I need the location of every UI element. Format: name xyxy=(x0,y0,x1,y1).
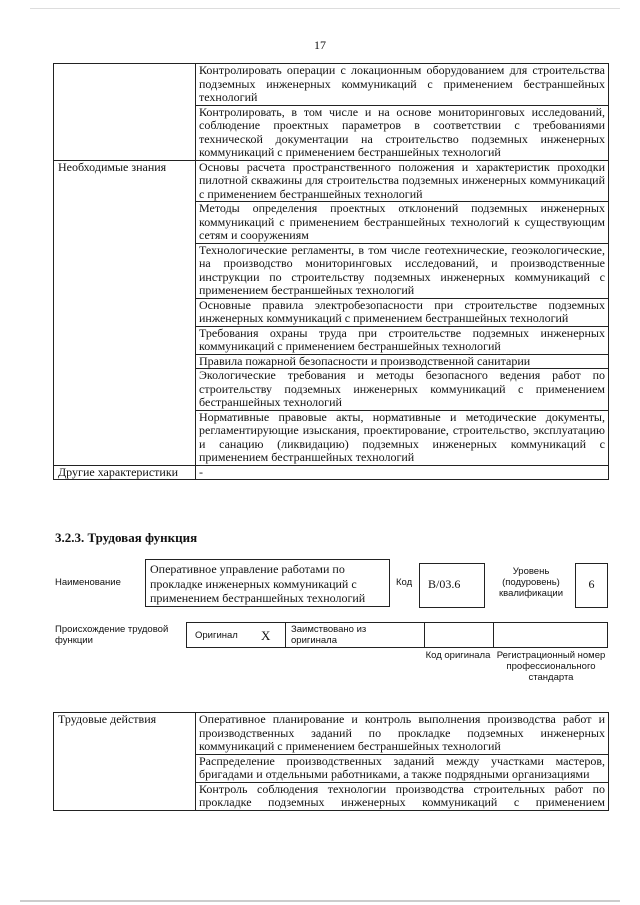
action-item: Оперативное планирование и контроль выполнения производства работ и производственных заданий по прокладке подземных инженерных коммуникаций с применением бестраншейных технологий xyxy=(196,713,609,755)
knowledge-item: Правила пожарной безопасности и производственной санитарии xyxy=(196,354,609,369)
function-name-box xyxy=(145,559,390,607)
skill-item: Контролировать операции с локационным оборудованием для строительства подземных инженерных коммуникаций с применением бестраншейных технологий xyxy=(196,64,609,106)
section-heading: 3.2.3. Трудовая функция xyxy=(55,530,198,545)
code-label: Код xyxy=(396,577,413,588)
origin-label: Происхождение трудовой функции xyxy=(55,624,169,646)
action-item: Контроль соблюдения технологии производства строительных работ по прокладке подземных инженерных коммуникаций с применением xyxy=(196,782,609,810)
origin-box xyxy=(186,622,608,648)
code-original-caption: Код оригинала xyxy=(425,650,491,661)
knowledge-item: Методы определения проектных отклонений подземных инженерных коммуникаций с применением бестраншейных технологий к существующим сетям и сооружениям xyxy=(196,202,609,244)
page-number: 17 xyxy=(314,38,326,52)
labor-actions-table xyxy=(53,712,609,811)
divider xyxy=(285,622,286,648)
table-row xyxy=(54,465,609,480)
table-row xyxy=(54,713,609,755)
divider xyxy=(493,622,494,648)
knowledge-item: Экологические требования и методы безопасного ведения работ по строительству подземных инженерных коммуникаций с применением бестраншейных технологий xyxy=(196,369,609,411)
knowledge-item: Требования охраны труда при строительстве подземных инженерных коммуникаций с применением бестраншейных технологий xyxy=(196,326,609,354)
borrowed-label: Заимствовано из оригинала xyxy=(291,624,367,646)
function-name: Оперативное управление работами по прокладке инженерных коммуникаций с применением бестраншейных технологий xyxy=(150,562,366,605)
level-value: 6 xyxy=(588,577,595,591)
row-label-knowledge: Необходимые знания xyxy=(54,160,196,465)
table-row xyxy=(54,160,609,202)
other-value: - xyxy=(196,465,609,480)
code-box xyxy=(419,563,485,608)
original-label: Оригинал xyxy=(195,630,238,641)
knowledge-item: Нормативные правовые акты, нормативные и методические документы, регламентирующие изыскания, проектирование, строительство, эксплуатацию и санацию (ликвидацию) подземных инженерных коммуникаций с применением бестраншейных технологий xyxy=(196,410,609,465)
scan-edge-line xyxy=(20,900,620,902)
level-box xyxy=(575,563,608,608)
level-label: Уровень (подуровень) квалификации xyxy=(498,566,564,599)
knowledge-item: Технологические регламенты, в том числе геотехнические, геоэкологические, на производство мониторинговых исследований, и производственные инструкции по строительству подземных инженерных коммуникаций с применением бестраншейных технологий xyxy=(196,243,609,298)
table-row xyxy=(54,64,609,106)
scan-edge-line xyxy=(30,8,620,9)
row-label xyxy=(54,64,196,161)
reg-number-caption: Регистрационный номер профессионального стандарта xyxy=(496,650,606,683)
original-mark: X xyxy=(261,628,271,643)
row-label-actions: Трудовые действия xyxy=(54,713,196,811)
row-label-other: Другие характеристики xyxy=(54,465,196,480)
name-label: Наименование xyxy=(55,577,121,588)
divider xyxy=(424,622,425,648)
knowledge-item: Основы расчета пространственного положения и характеристик проходки пилотной скважины для строительства подземных инженерных коммуникаций с применением бестраншейных технологий xyxy=(196,160,609,202)
knowledge-item: Основные правила электробезопасности при строительстве подземных инженерных коммуникаций с применением бестраншейных технологий xyxy=(196,298,609,326)
function-code: В/03.6 xyxy=(428,577,461,591)
skills-knowledge-table xyxy=(53,63,609,480)
skill-item: Контролировать, в том числе и на основе мониторинговых исследований, соблюдение проектных параметров в соответствии с требованиями технической документации на строительство подземных инженерных коммуникаций с применением бестраншейных технологий xyxy=(196,105,609,160)
action-item: Распределение производственных заданий между участками мастеров, бригадами и отдельными работниками, а также подрядными организациями xyxy=(196,754,609,782)
